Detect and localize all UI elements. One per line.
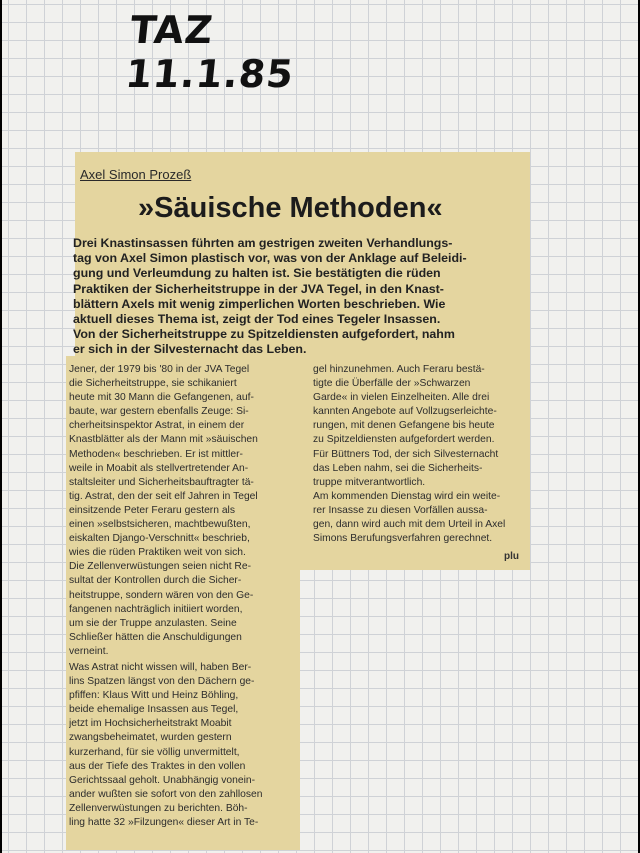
body-line: pfiffen: Klaus Witt und Heinz Böhling, [69, 690, 239, 702]
body-line: zu Spitzeldiensten aufgefordert werden. [313, 434, 495, 446]
body-line: Was Astrat nicht wissen will, haben Ber- [69, 662, 252, 673]
body-line: Am kommenden Dienstag wird ein weite- [313, 490, 501, 502]
body-line: truppe mitverantwortlich. [313, 476, 426, 488]
body-line: Zellenverwüstungen zu berichten. Böh- [69, 802, 248, 814]
body-line: tig. Astrat, den der seit elf Jahren in Tegel [69, 490, 258, 502]
body-line: weile in Moabit als stellvertretender An- [69, 462, 249, 474]
body-line: Methoden« beschrieben. Er ist mittler- [69, 448, 243, 460]
body-line: einen »selbstsicheren, machtbewußten, [69, 519, 251, 531]
body-line: Gerichtssaal geholt. Unabhängig vonein- [69, 774, 256, 786]
body-line: verneint. [69, 645, 109, 657]
body-line: rungen, mit denen Gefangene bis heute [313, 420, 495, 432]
body-line: beide ehemalige Insassen aus Tegel, [69, 704, 239, 716]
body-line: kannten Angebote auf Vollzugserleichte- [313, 406, 497, 418]
body-column-left [69, 363, 295, 659]
body-line: um sie der Truppe anzulasten. Seine [69, 617, 237, 629]
body-line: rer Insasse zu diesen Vorfällen aussa- [313, 504, 488, 516]
body-line: fangenen nachträglich initiiert worden, [69, 603, 243, 615]
lead-line: Praktiken der Sicherheitstruppe in der JVA Tegel, in den Knast- [73, 281, 444, 296]
body-line: aus der Tiefe des Traktes in den vollen [69, 760, 246, 772]
article-kicker: Axel Simon Prozeß [80, 167, 192, 182]
body-line: zwangsbeheimatet, wurden gestern [69, 732, 232, 744]
body-line: Garde« in vielen Einzelheiten. Alle drei [313, 392, 490, 404]
body-line: heute mit 30 Mann die Gefangenen, auf- [69, 392, 254, 404]
body-line: Für Büttners Tod, der sich Silvesternacht [313, 448, 499, 460]
body-line: Simons Berufungsverfahren gerechnet. [313, 533, 493, 545]
body-line: heitstruppe, sondern wären von den Ge- [69, 589, 254, 601]
body-line: baute, war gestern ebenfalls Zeuge: Si- [69, 406, 249, 418]
body-line: Schließer hätten die Anschuldigungen [69, 631, 242, 643]
body-line: sultat der Kontrollen durch die Sicher- [69, 575, 242, 587]
article-lead [73, 236, 523, 358]
body-line: wies die rüden Praktiken weit von sich. [69, 547, 246, 559]
lead-line: gung und Verleumdung zu halten ist. Sie bestätigten die rüden [73, 266, 441, 281]
lead-line: Von der Sicherheitstruppe zu Spitzeldiensten aufgefordert, nahm [73, 327, 455, 342]
lead-line: Drei Knastinsassen führten am gestrigen zweiten Verhandlungs- [73, 236, 453, 250]
lead-line: blättern Axels mit wenig zimperlichen Worten beschrieben. Wie [73, 296, 446, 311]
body-line: kurzerhand, für sie völlig unvermittelt, [69, 746, 240, 758]
body-line: lins Spatzen längst von den Dächern ge- [69, 676, 255, 688]
lead-line: er sich in der Silvesternacht das Leben. [73, 342, 307, 357]
body-line: jetzt im Hochsicherheitstrakt Moabit [69, 718, 232, 730]
author-signature: plu [504, 551, 519, 562]
body-line: ander wußten sie sofort von den zahllosen [69, 788, 263, 800]
body-line: tigte die Überfälle der »Schwarzen [313, 378, 471, 390]
body-line: Jener, der 1979 bis '80 in der JVA Tegel [69, 364, 250, 375]
handwritten-date-note: TAZ 11.1.85 [123, 8, 297, 96]
body-line: einsitzende Peter Feraru gestern als [69, 504, 235, 516]
body-line: die Sicherheitstruppe, sie schikaniert [69, 378, 237, 390]
lead-line: tag von Axel Simon plastisch vor, was von der Anklage auf Beleidi- [73, 251, 467, 266]
body-line: ling hatte 32 »Filzungen« dieser Art in Te- [69, 817, 259, 829]
lead-line: aktuell dieses Thema ist, zeigt der Tod eines Tegeler Insassen. [73, 312, 441, 327]
body-line: das Leben nahm, sei die Sicherheits- [313, 462, 483, 474]
article-headline: »Säuische Methoden« [138, 192, 443, 224]
body-column-left-continued [69, 661, 295, 830]
body-line: gel hinzunehmen. Auch Feraru bestä- [313, 364, 485, 375]
body-line: cherheitsinspektor Astrat, in einem der [69, 420, 245, 432]
body-line: staltsleiter und Sicherheitsbauftragter tä- [69, 476, 254, 488]
body-line: gen, dann wird auch mit dem Urteil in Axel [313, 519, 506, 531]
body-line: Die Zellenverwüstungen seien nicht Re- [69, 561, 252, 573]
body-line: eiskalten Django-Verschnitt« beschrieb, [69, 533, 250, 545]
body-column-right [313, 363, 528, 546]
body-line: Knastblätter als der Mann mit »säuischen [69, 434, 258, 446]
